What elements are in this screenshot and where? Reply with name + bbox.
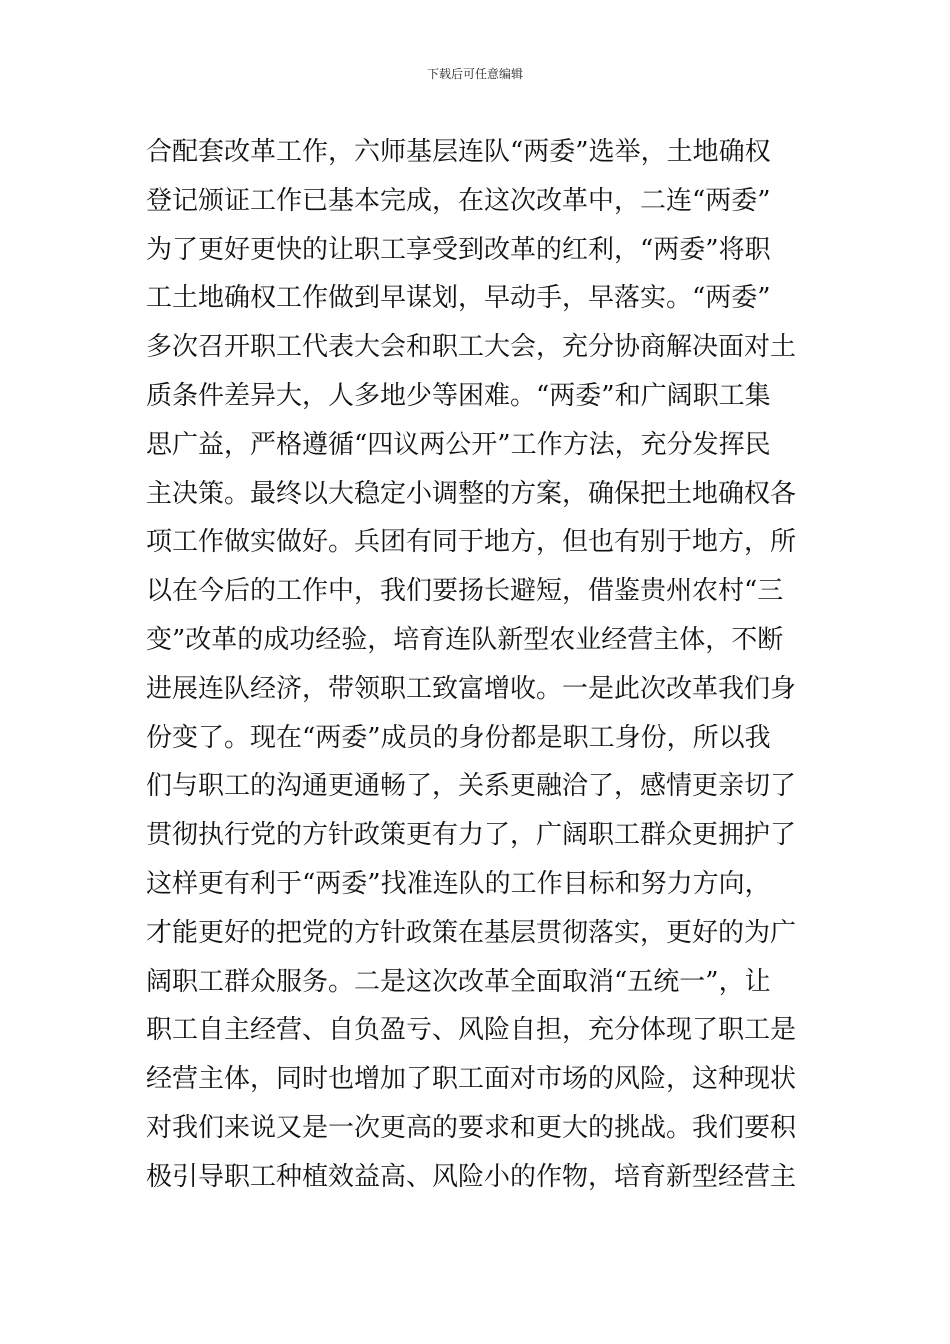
text-line: 思广益，严格遵循“四议两公开”工作方法，充分发挥民: [146, 429, 771, 460]
text-line: 们与职工的沟通更通畅了，关系更融洽了，感情更亲切了: [146, 771, 797, 802]
text-line: 对我们来说又是一次更高的要求和更大的挑战。我们要积: [146, 1112, 797, 1143]
text-line: 极引导职工种植效益高、风险小的作物，培育新型经营主: [146, 1161, 797, 1192]
text-line: 合配套改革工作，六师基层连队“两委”选举，土地确权: [146, 137, 771, 167]
text-line: 登记颁证工作已基本完成，在这次改革中，二连“两委”: [146, 185, 771, 216]
document-body: [146, 128, 806, 1202]
text-line: 经营主体，同时也增加了职工面对市场的风险，这种现状: [146, 1064, 797, 1095]
text-line: 项工作做实做好。兵团有同于地方，但也有别于地方，所: [146, 527, 797, 558]
text-line: 进展连队经济，带领职工致富增收。一是此次改革我们身: [146, 673, 797, 704]
text-line: 贯彻执行党的方针政策更有力了，广阔职工群众更拥护了: [146, 820, 797, 851]
text-line: 工土地确权工作做到早谋划，早动手，早落实。“两委”: [146, 283, 771, 314]
text-line: 阔职工群众服务。二是这次改革全面取消“五统一”，让: [146, 966, 771, 997]
text-line: 以在今后的工作中，我们要扬长避短，借鉴贵州农村“三: [146, 576, 784, 607]
page-header: 下载后可任意编辑: [426, 67, 523, 81]
text-line: 主决策。最终以大稳定小调整的方案，确保把土地确权各: [146, 478, 797, 509]
text-line: 才能更好的把党的方针政策在基层贯彻落实，更好的为广: [146, 917, 797, 948]
text-line: 职工自主经营、自负盈亏、风险自担，充分体现了职工是: [146, 1015, 797, 1046]
text-line: 份变了。现在“两委”成员的身份都是职工身份，所以我: [146, 722, 771, 753]
text-line: 变”改革的成功经验，培育连队新型农业经营主体，不断: [146, 624, 784, 655]
text-line: 多次召开职工代表大会和职工大会，充分协商解决面对土: [146, 332, 797, 363]
text-line: 为了更好更快的让职工享受到改革的红利，“两委”将职: [146, 234, 771, 265]
text-line: 这样更有利于“两委”找准连队的工作目标和努力方向，: [146, 868, 771, 899]
text-line: 质条件差异大，人多地少等困难。“两委”和广阔职工集: [146, 380, 771, 411]
